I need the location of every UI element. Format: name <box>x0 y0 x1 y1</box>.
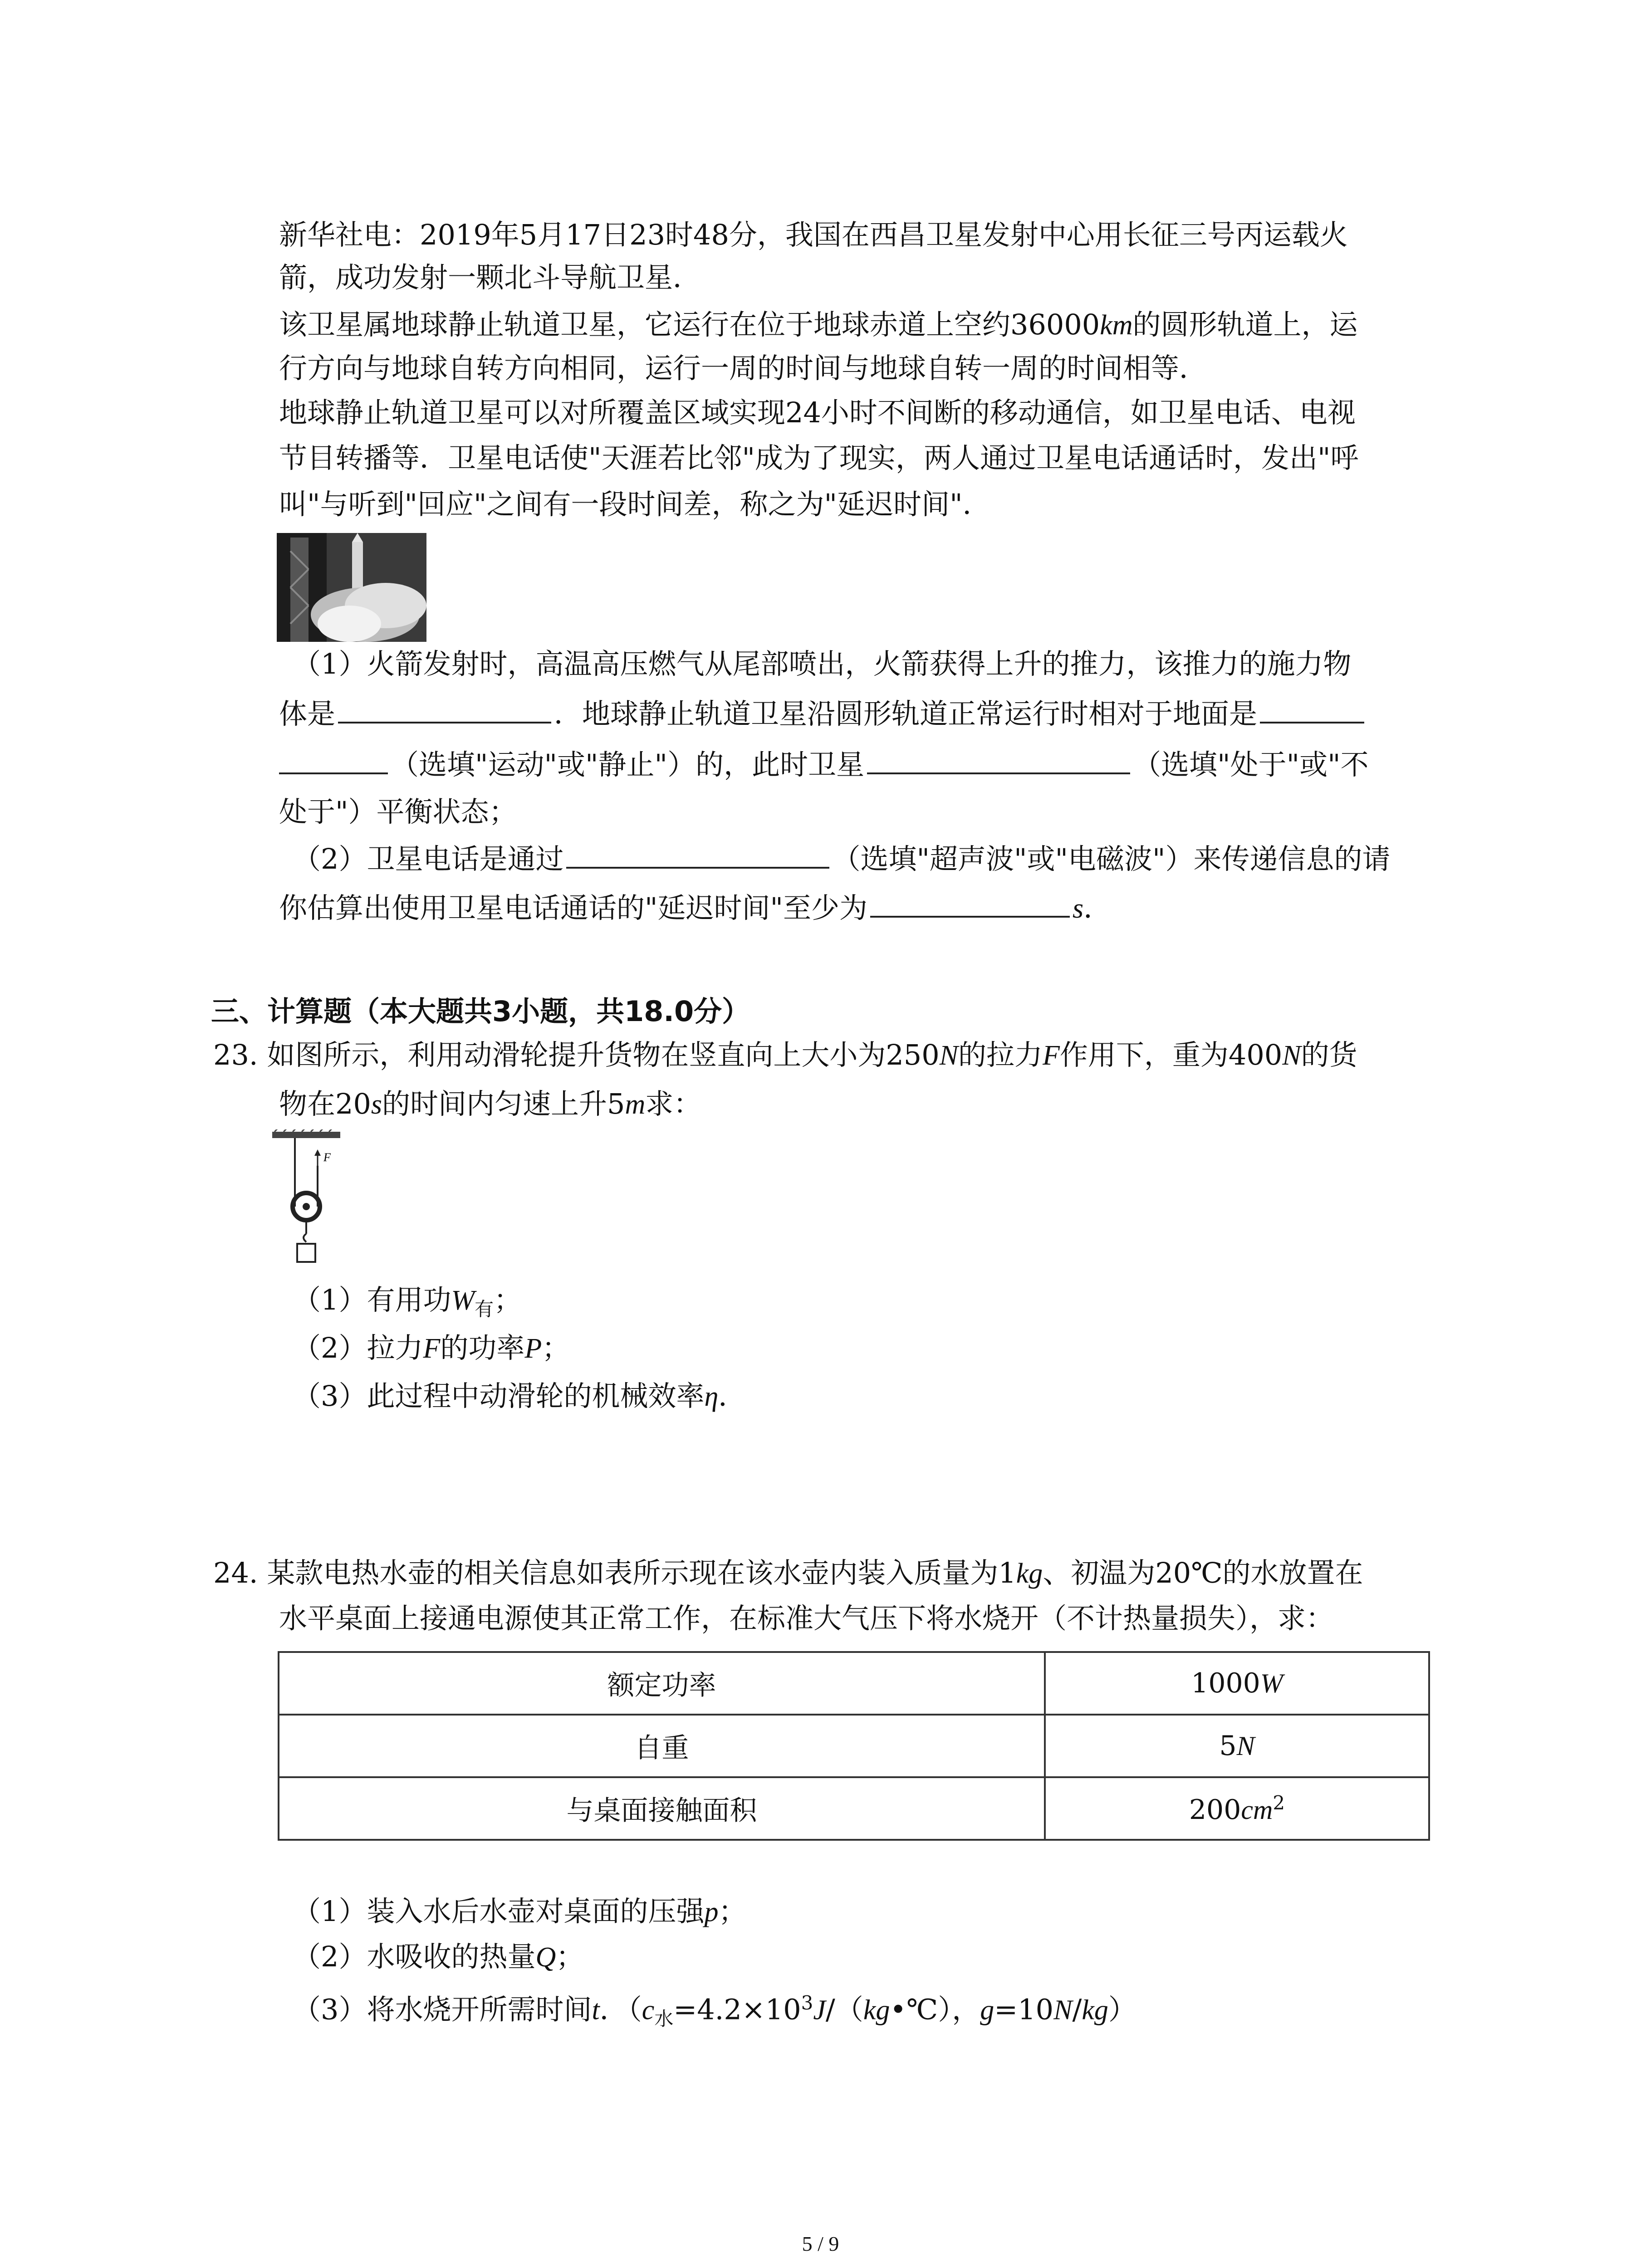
answer-blank[interactable] <box>338 694 551 723</box>
kettle-spec-table <box>278 1651 1430 1841</box>
q23-item: （1）有用功$W_有$； <box>293 1283 522 1320</box>
q22-part1: （1）火箭发射时，高温高压燃气从尾部喷出，火箭获得上升的推力，该推力的施力物 <box>293 647 1352 680</box>
table-row <box>279 1652 1429 1715</box>
table-cell: 5N <box>1045 1715 1429 1777</box>
q22-part1: （选填"运动"或"静止"）的，此时卫星 （选填"处于"或"不 <box>279 744 1369 786</box>
q22-part2: 你估算出使用卫星电话通话的"延迟时间"至少为 s． <box>279 887 1112 929</box>
passage-line: 地球静止轨道卫星可以对所覆盖区域实现24小时不间断的移动通信，如卫星电话、电视 <box>279 396 1356 429</box>
answer-blank[interactable] <box>867 745 1130 774</box>
q24-item: （3）将水烧开所需时间t．（$c_水=4.2\times 10^3J/(kg•℃)$，g=10N/kg） <box>293 1992 1136 2030</box>
answer-blank[interactable] <box>279 745 388 774</box>
force-label: F <box>323 1151 331 1164</box>
section-heading: 三、计算题（本大题共3小题，共18.0分） <box>211 995 750 1028</box>
q22-part1: 处于"）平衡状态； <box>279 795 517 828</box>
passage-line: 行方向与地球自转方向相同，运行一周的时间与地球自转一周的时间相等． <box>279 352 1208 385</box>
q23-item: （3）此过程中动滑轮的机械效率η． <box>293 1379 747 1413</box>
q23-stem: 物在20s的时间内匀速上升5m求： <box>279 1087 702 1120</box>
passage-line: 新华社电：2019年5月17日23时48分，我国在西昌卫星发射中心用长征三号丙运载火 <box>279 218 1348 251</box>
table-cell: $200cm^2$ <box>1045 1777 1429 1840</box>
passage-line: 叫"与听到"回应"之间有一段时间差，称之为"延迟时间"． <box>279 488 991 521</box>
q22-part2: （2）卫星电话是通过 （选填"超声波"或"电磁波"）来传递信息的请 <box>293 838 1391 880</box>
answer-blank[interactable] <box>870 889 1070 918</box>
table-row <box>279 1777 1429 1840</box>
table-row <box>279 1715 1429 1777</box>
q24-item: （1）装入水后水壶对桌面的压强p； <box>293 1895 747 1928</box>
q24-stem: 24. 某款电热水壶的相关信息如表所示现在该水壶内装入质量为1kg、初温为20℃的水放置在 <box>213 1556 1363 1589</box>
pulley-diagram <box>270 1129 361 1275</box>
passage-line: 该卫星属地球静止轨道卫星，它运行在位于地球赤道上空约36000km的圆形轨道上，运 <box>279 308 1358 341</box>
answer-blank[interactable] <box>1260 694 1364 723</box>
table-cell: 1000W <box>1045 1652 1429 1715</box>
table-cell: 额定功率 <box>279 1652 1045 1715</box>
passage-line: 节目转播等．卫星电话使"天涯若比邻"成为了现实，两人通过卫星电话通话时，发出"呼 <box>279 441 1359 474</box>
table-cell: 与桌面接触面积 <box>279 1777 1045 1840</box>
rocket-launch-photo <box>277 533 426 642</box>
q24-item: （2）水吸收的热量Q； <box>293 1940 584 1973</box>
page-number: 5 / 9 <box>802 2232 839 2255</box>
passage-line: 箭，成功发射一颗北斗导航卫星． <box>279 261 701 294</box>
q24-stem: 水平桌面上接通电源使其正常工作，在标准大气压下将水烧开（不计热量损失），求： <box>279 1602 1334 1635</box>
q23-item: （2）拉力F的功率P； <box>293 1331 570 1364</box>
q23-stem: 23. 如图所示，利用动滑轮提升货物在竖直向上大小为250N的拉力F作用下，重为400N的货 <box>213 1038 1357 1071</box>
q22-part1: 体是 ．地球静止轨道卫星沿圆形轨道正常运行时相对于地面是 <box>279 693 1367 735</box>
answer-blank[interactable] <box>566 840 829 869</box>
table-cell: 自重 <box>279 1715 1045 1777</box>
